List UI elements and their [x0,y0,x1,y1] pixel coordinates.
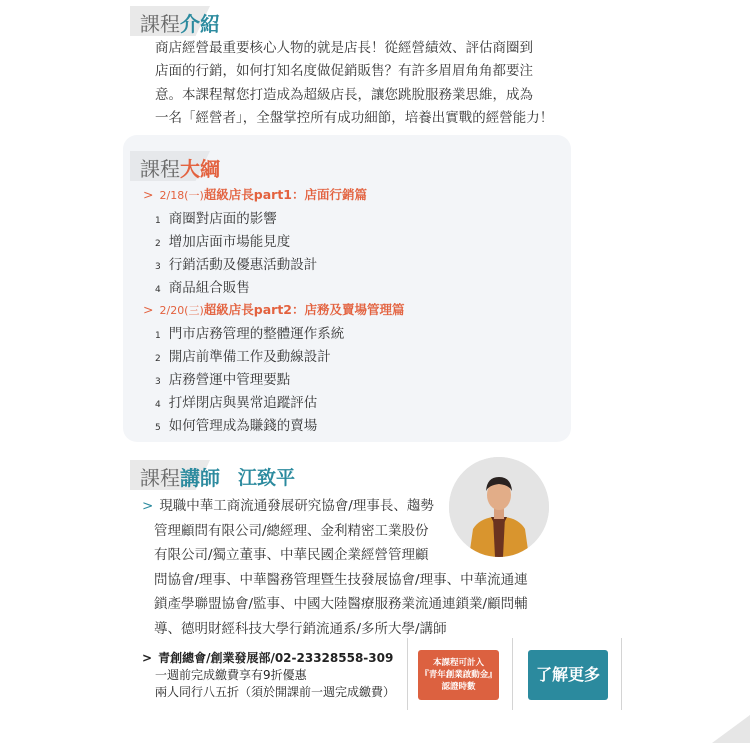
divider [407,638,408,710]
divider [621,638,622,710]
intro-title: 課程介紹 [140,12,220,36]
intro-section-header [130,6,270,36]
intro-paragraph: 商店經營最重要核心人物的就是店長！從經營績效、評估商圈到 店面的行銷，如何打知名度做促銷販售？有許多眉眉角角都要注 意。本課程幫您打造成為超級店長，讓您跳脫服務業思維，成為 一名「經營者」，全盤掌控所有成功細節，培養出實戰的經營能力！ [155,40,554,126]
session-1-topic-1: 1 商圈對店面的影響 [155,211,277,227]
chevron-right-icon: > [142,651,153,665]
teacher-name: 江致平 [238,467,296,489]
teacher-bio: > 現職中華工商流通發展研究協會/理事長、趨勢 管理顧問有限公司/總經理、金利精密工業股份 有限公司/獨立董事、中華民國企業經營管理顧 問協會/理事、中華醫務管理暨生技發展協會/理事、中華流通連 鎖產學聯盟協會/監事、中國大陸醫療服務業流通連鎖業/顧問輔 導、德明財經科技大學行銷流通系/多所大學/講師 [142,498,528,637]
startup-fund-badge: 本課程可計入 『青年創業啟動金』 認證時數 [418,650,499,700]
session-2-topic-4: 4 打烊閉店與異常追蹤評估 [155,395,318,411]
learn-more-button[interactable]: 了解更多 [528,650,608,700]
chevron-right-icon: > [143,302,154,317]
session-1-topic-3: 3 行銷活動及優惠活動設計 [155,257,318,273]
session-2-topic-1: 1 門市店務管理的整體運作系統 [155,326,345,342]
divider [512,638,513,710]
outline-section-header [130,151,270,181]
session-1-title: > 2/18(一)超級店長part1：店面行銷篇 [143,187,368,202]
corner-decoration [712,715,750,743]
chevron-right-icon: > [142,498,154,514]
outline-title: 課程大綱 [140,157,220,181]
session-2-topic-3: 3 店務營運中管理要點 [155,372,291,388]
session-2-topic-5: 5 如何管理成為賺錢的賣場 [155,418,318,434]
session-1-topic-4: 4 商品組合販售 [155,280,250,296]
contact-info: > 青創總會/創業發展部/02-23328558-309 一週前完成繳費享有9折優惠 兩人同行八五折（須於開課前一週完成繳費） [142,651,396,699]
chevron-right-icon: > [143,187,154,202]
session-2-title: > 2/20(三)超級店長part2：店務及賣場管理篇 [143,302,405,317]
teacher-title: 課程講師 [140,466,220,490]
session-2-topic-2: 2 開店前準備工作及動線設計 [155,349,331,365]
session-1-topic-2: 2 增加店面市場能見度 [155,234,291,250]
